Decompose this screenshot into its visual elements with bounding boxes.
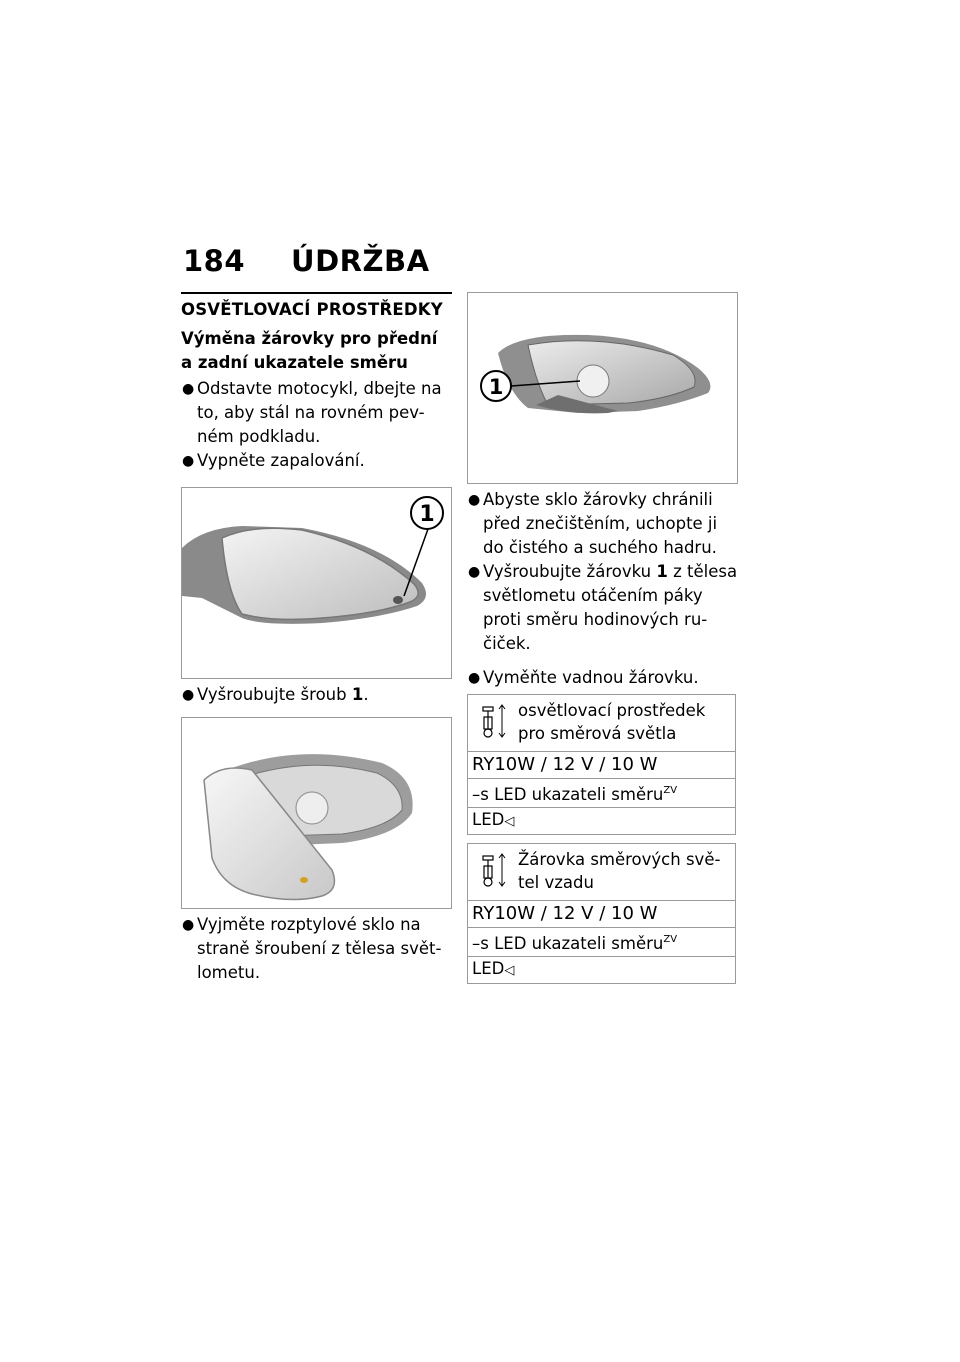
bulb-spec-icon: [482, 848, 518, 894]
step-ignition: [181, 449, 452, 473]
indicator-lens-illustration: [182, 718, 452, 909]
sub-title: [181, 327, 452, 375]
spec-label: Žárovka směrových svě-tel vzadu: [518, 850, 721, 892]
bullet-icon: ●: [182, 453, 195, 469]
step-unscrew-bulb: ● Vyšroubujte žárovku 1 z tělesa světlometu otáčením páky proti směru hodinových ru-čiček.: [468, 562, 738, 653]
page-header: [183, 244, 430, 278]
step-replace-bulb-text: Vyměňte vadnou žárovku.: [483, 668, 699, 687]
spec-header: [468, 844, 735, 901]
bullet-icon: ●: [182, 687, 195, 703]
chapter-title: ÚDRŽBA: [291, 244, 430, 278]
bullet-icon: ●: [468, 492, 481, 508]
step-park: [181, 377, 452, 449]
spec-led: LED◁: [472, 810, 515, 829]
spec-label: osvětlovací prostředek pro směrová světla: [518, 701, 706, 743]
led-triangle-icon: ◁: [504, 963, 515, 978]
step-park-text: Odstavte motocykl, dbejte na to, aby stál na rovném pev-ném podkladu.: [197, 379, 442, 446]
spec-header: [468, 695, 735, 752]
indicator-screw-illustration: [182, 488, 452, 679]
step-replace-bulb: [467, 666, 738, 690]
figure-screw: [181, 487, 452, 679]
led-triangle-icon: ◁: [504, 814, 515, 829]
bullet-icon: ●: [468, 670, 481, 686]
step-ignition-text: Vypněte zapalování.: [197, 451, 365, 470]
figure-lens: [181, 717, 452, 909]
spec-value: RY10W / 12 V / 10 W: [468, 901, 735, 928]
step-protect-bulb-text: Abyste sklo žárovky chránili před znečištěním, uchopte ji do čistého a suchého hadru.: [483, 490, 718, 557]
step-unscrew-screw: ● Vyšroubujte šroub 1.: [181, 683, 452, 707]
bullet-icon: ●: [182, 917, 195, 933]
step-remove-lens: [181, 913, 452, 985]
spec-option: –s LED ukazateli směru$^{ZV}$: [468, 779, 735, 808]
bullet-icon: ●: [182, 381, 195, 397]
sub-title-line-1: Výměna žárovky pro přední: [181, 329, 438, 348]
left-column: [181, 292, 452, 985]
figure-bulb: [467, 292, 738, 484]
spec-option: –s LED ukazateli směru$^{ZV}$: [468, 928, 735, 957]
bullet-icon: ●: [468, 564, 481, 580]
spec-front-indicators: [467, 694, 736, 835]
section-title: OSVĚTLOVACÍ PROSTŘEDKY: [181, 292, 452, 327]
spec-led: LED◁: [472, 959, 515, 978]
step-remove-lens-text: Vyjměte rozptylové sklo na straně šroubení z tělesa svět-lometu.: [197, 915, 442, 982]
step-protect-bulb: [467, 488, 738, 560]
sub-title-line-2: a zadní ukazatele směru: [181, 353, 408, 372]
figure-callout: 1: [419, 502, 435, 527]
indicator-bulb-illustration: [468, 293, 738, 484]
spec-value: RY10W / 12 V / 10 W: [468, 752, 735, 779]
bulb-spec-icon: [482, 699, 518, 745]
figure-callout: 1: [488, 375, 504, 399]
page-number: 184: [183, 244, 246, 278]
right-column: [467, 292, 738, 984]
spec-rear-indicators: [467, 843, 736, 984]
